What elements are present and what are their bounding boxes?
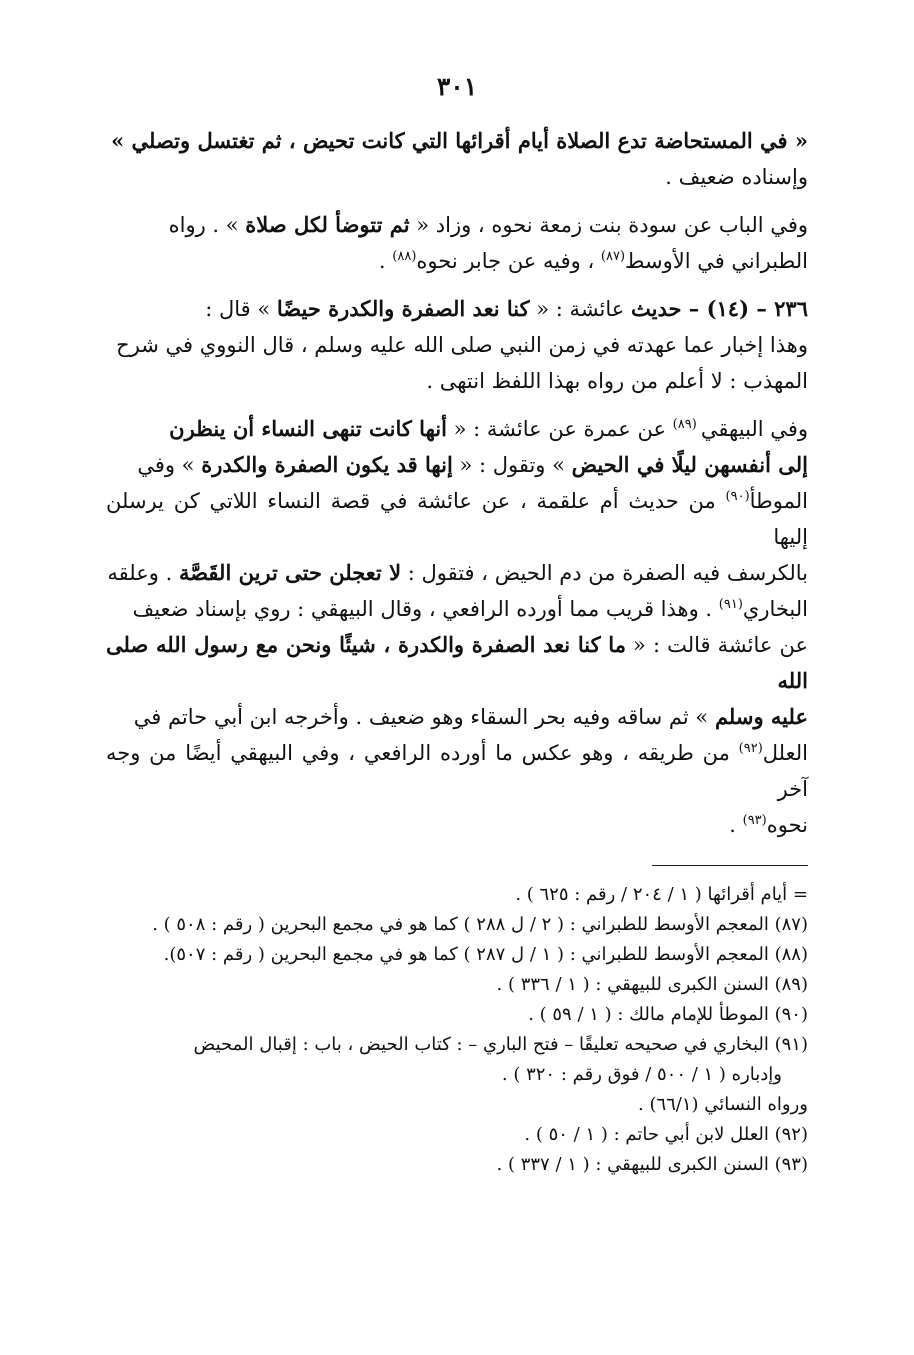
hadith-text: عليه وسلم: [714, 704, 808, 729]
para-line: [106, 807, 808, 843]
footnote-93: (٩٣) السنن الكبرى للبيهقي : ( ١ / ٣٣٧ ) .: [496, 1154, 808, 1175]
text-span: بالكرسف فيه الصفرة من دم الحيض ، فتقول :: [401, 561, 808, 585]
para-line: [106, 447, 808, 483]
hadith-text: ثم تتوضأ لكل صلاة: [245, 212, 410, 237]
footnote-ref-89[interactable]: (٨٩): [672, 417, 701, 432]
text-span: وفي البيهقي: [700, 417, 808, 441]
text-span: .: [378, 249, 393, 273]
hadith-text: ما كنا نعد الصفرة والكدرة ، شيئًا ونحن مع رسول الله صلى الله: [106, 632, 808, 693]
paragraph-hadith-236: [106, 291, 808, 399]
hadith-text: لا تعجلن حتى ترين القَصَّة: [178, 560, 402, 585]
footnote-ref-88[interactable]: (٨٨): [392, 249, 417, 264]
text-span: » ثم ساقه وفيه بحر السقاء وهو ضعيف . وأخرجه ابن أبي حاتم في: [133, 705, 715, 729]
text-span: » وتقول : «: [452, 453, 572, 477]
footnotes: [106, 880, 808, 1180]
para-line: [106, 699, 808, 735]
footnote-87: (٨٧) المعجم الأوسط للطبراني : ( ٢ / ل ٢٨٨ ) كما هو في مجمع البحرين ( رقم : ٥٠٨ ) .: [152, 914, 808, 935]
footnote-91-continued: وإدباره ( ١ / ٥٠٠ / فوق رقم : ٣٢٠ ) .: [501, 1064, 782, 1085]
text-span: عائشة : «: [529, 297, 631, 321]
text-span: . وهذا قريب مما أورده الرافعي ، وقال البيهقي : روي بإسناد ضعيف: [132, 597, 719, 621]
footnote-ref-87[interactable]: (٨٧): [600, 249, 626, 264]
para-line: [106, 243, 808, 279]
footnote-92: (٩٢) العلل لابن أبي حاتم : ( ١ / ٥٠ ) .: [524, 1124, 808, 1145]
para-line: [106, 627, 808, 699]
footnote-91-nasai: ورواه النسائي (٦٦/١) .: [638, 1094, 808, 1115]
text-span: .: [729, 813, 743, 837]
para-line: [106, 591, 808, 627]
para-line: [106, 555, 808, 591]
isnad-grade: وإسناده ضعيف .: [665, 165, 808, 189]
footnote-90: (٩٠) الموطأ للإمام مالك : ( ١ / ٥٩ ) .: [528, 1004, 808, 1025]
text-span: الموطأ: [749, 489, 808, 513]
paragraph-hadith-mustahada: [106, 123, 808, 195]
page-number: ٣٠١: [436, 72, 478, 101]
footnote-ref-90[interactable]: (٩٠): [725, 489, 750, 504]
text-span: وفي الباب عن سودة بنت زمعة نحوه ، وزاد «: [409, 213, 808, 237]
text-span: نحوه: [766, 813, 808, 837]
paragraph-bayhaqi: [106, 411, 808, 843]
hadith-text: « في المستحاضة تدع الصلاة أيام أقرائها التي كانت تحيض ، ثم تغتسل وتصلي »: [111, 128, 808, 153]
footnote-ref-93[interactable]: (٩٣): [742, 813, 767, 828]
text-span: من حديث أم علقمة ، عن عائشة في قصة النساء اللاتي كن يرسلن إليها: [106, 489, 808, 549]
text-span: الطبراني في الأوسط: [625, 249, 808, 273]
text-span: عن عمرة عن عائشة : «: [446, 417, 673, 441]
footnote-continuation: = أيام أقرائها ( ١ / ٢٠٤ / رقم : ٦٢٥ ) .: [515, 884, 808, 905]
text-span: العلل: [762, 741, 808, 765]
para-line: [106, 207, 808, 243]
footnote-divider: [652, 865, 808, 866]
para-line: [106, 411, 808, 447]
hadith-number: ٢٣٦ – (١٤) – حديث: [631, 296, 808, 321]
para-line: [106, 735, 808, 807]
text-span: عن عائشة قالت : «: [625, 633, 808, 657]
text-span: من طريقه ، وهو عكس ما أورده الرافعي ، وفي البيهقي أيضًا من وجه آخر: [106, 741, 808, 801]
footnote-89: (٨٩) السنن الكبرى للبيهقي : ( ١ / ٣٣٦ ) .: [496, 974, 808, 995]
hadith-text: إنها قد يكون الصفرة والكدرة: [201, 452, 453, 477]
text-span: ، وفيه عن جابر نحوه: [416, 249, 601, 273]
footnote-ref-91[interactable]: (٩١): [718, 597, 743, 612]
hadith-text: كنا نعد الصفرة والكدرة حيضًا: [276, 296, 530, 321]
para-line: المهذب : لا أعلم من رواه بهذا اللفظ انتهى .: [426, 369, 808, 393]
para-line: وهذا إخبار عما عهدته في زمن النبي صلى الله عليه وسلم ، قال النووي في شرح: [116, 333, 808, 357]
footnote-ref-92[interactable]: (٩٢): [738, 741, 763, 756]
paragraph-sawda: [106, 207, 808, 279]
text-span: البخاري: [742, 597, 808, 621]
para-line: [106, 291, 808, 327]
footnote-91: (٩١) البخاري في صحيحه تعليقًا – فتح الباري – : كتاب الحيض ، باب : إقبال المحيض: [193, 1034, 808, 1055]
text-span: » . رواه: [168, 213, 246, 237]
text-span: » قال :: [205, 297, 277, 321]
hadith-text: أنها كانت تنهى النساء أن ينظرن: [169, 416, 447, 441]
para-line: [106, 483, 808, 555]
hadith-text: إلى أنفسهن ليلًا في الحيض: [571, 452, 808, 477]
text-span: » وفي: [137, 453, 202, 477]
footnote-88: (٨٨) المعجم الأوسط للطبراني : ( ١ / ل ٢٨٧ ) كما هو في مجمع البحرين ( رقم : ٥٠٧).: [163, 944, 808, 965]
text-span: . وعلقه: [107, 561, 179, 585]
